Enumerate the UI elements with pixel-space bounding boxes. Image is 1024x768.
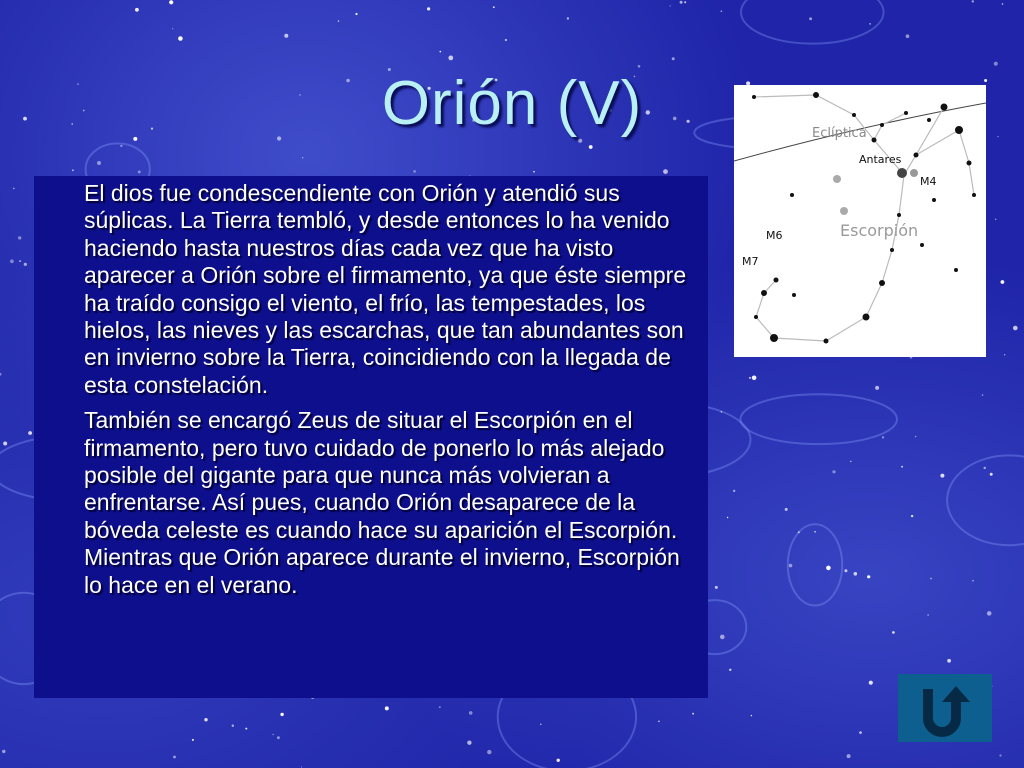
- background-star: [280, 713, 283, 716]
- background-star: [927, 614, 928, 615]
- background-star: [987, 611, 992, 616]
- background-star: [13, 188, 15, 190]
- background-star: [1001, 280, 1005, 284]
- background-star: [413, 170, 416, 173]
- background-star: [832, 470, 835, 473]
- background-star: [172, 28, 173, 29]
- background-star: [19, 260, 21, 262]
- background-star: [427, 7, 430, 10]
- background-star: [120, 145, 122, 147]
- background-star: [232, 725, 234, 727]
- background-star: [947, 659, 951, 663]
- background-star: [0, 373, 2, 376]
- background-star: [882, 436, 884, 438]
- background-star: [469, 711, 473, 715]
- background-star: [97, 161, 101, 165]
- background-star: [540, 724, 542, 726]
- background-star: [670, 5, 671, 6]
- background-star: [18, 236, 21, 239]
- return-arrow-icon: [898, 674, 992, 742]
- background-star: [493, 6, 495, 8]
- background-star: [658, 721, 660, 723]
- background-star: [727, 517, 728, 518]
- background-star: [999, 754, 1001, 756]
- background-star: [672, 57, 675, 60]
- background-star: [915, 436, 917, 438]
- background-star: [721, 10, 723, 12]
- background-star: [533, 171, 535, 173]
- background-star: [302, 157, 303, 158]
- return-button[interactable]: [898, 674, 992, 742]
- background-star: [1004, 354, 1005, 355]
- m6-label: M6: [766, 229, 783, 242]
- background-star: [990, 473, 993, 476]
- background-star: [440, 51, 442, 53]
- background-star: [684, 1, 686, 3]
- scorpius-label: Escorpión: [840, 221, 919, 240]
- paragraph-1: El dios fue condescendiente con Orión y atendió sus súplicas. La Tierra tembló, y desde entonces lo ha venido haciendo hasta nuestros días cada vez que ha visto aparecer a Orión sobre el firmamento, ya que éste siempre ha traído consigo el viento, el frío, las tempestades, los hielos, las nieves y las escarchas, que tan abundantes son en invierno sobre la Tierra, coincidiendo con la llegada de esta constelación.: [84, 180, 687, 398]
- background-star: [901, 466, 903, 468]
- background-star: [173, 756, 176, 759]
- background-star: [892, 631, 895, 634]
- background-star: [338, 20, 339, 21]
- background-star: [869, 23, 870, 24]
- slide-title: Orión (V): [381, 69, 643, 138]
- background-star: [557, 759, 560, 762]
- background-star: [10, 259, 14, 263]
- text-panel: [34, 176, 708, 698]
- background-star: [715, 586, 718, 589]
- background-star: [680, 1, 683, 4]
- constellation-figure-outline: [788, 524, 842, 605]
- background-star: [720, 635, 725, 640]
- m7-label: M7: [742, 255, 759, 268]
- background-star: [854, 572, 858, 576]
- background-star: [178, 36, 183, 41]
- background-star: [135, 8, 139, 12]
- background-star: [273, 734, 274, 735]
- background-star: [385, 706, 389, 710]
- background-star: [487, 750, 491, 754]
- background-star: [467, 741, 471, 745]
- background-star: [277, 736, 280, 739]
- background-star: [752, 376, 757, 381]
- background-star: [982, 394, 983, 395]
- background-star: [567, 17, 569, 19]
- background-star: [28, 431, 32, 435]
- background-star: [789, 564, 793, 568]
- constellation-figure-outline: [947, 455, 1024, 545]
- background-star: [809, 17, 812, 20]
- background-star: [826, 566, 831, 571]
- m4-cluster: [910, 169, 918, 177]
- antares-star: [897, 168, 907, 178]
- background-star: [972, 580, 974, 582]
- background-star: [911, 515, 913, 517]
- nebula-dot-2: [840, 207, 848, 215]
- background-star: [72, 169, 74, 171]
- background-star: [692, 713, 694, 715]
- background-star: [930, 578, 932, 580]
- background-star: [138, 171, 141, 174]
- background-star: [589, 145, 593, 149]
- background-star: [1013, 326, 1018, 331]
- ecliptic-label: Eclíptica: [812, 126, 867, 141]
- background-star: [301, 766, 302, 767]
- constellation-figure-outline: [741, 0, 884, 44]
- background-star: [192, 739, 194, 741]
- background-star: [733, 490, 735, 492]
- background-star: [906, 34, 910, 38]
- background-star: [814, 531, 816, 533]
- m4-label: M4: [920, 175, 937, 188]
- background-star: [439, 706, 441, 708]
- background-star: [844, 569, 847, 572]
- nebula-dot: [833, 175, 841, 183]
- background-star: [850, 461, 851, 462]
- scorpius-star-map: [734, 85, 986, 357]
- background-star: [847, 754, 851, 758]
- background-star: [1002, 3, 1004, 5]
- background-star: [505, 39, 507, 41]
- background-star: [940, 474, 944, 478]
- background-star: [869, 681, 873, 685]
- background-star: [204, 718, 207, 721]
- background-star: [169, 0, 173, 4]
- background-star: [24, 263, 27, 266]
- antares-label: Antares: [859, 153, 902, 166]
- background-star: [984, 467, 986, 469]
- background-star: [749, 377, 751, 379]
- background-star: [3, 442, 7, 446]
- background-star: [995, 219, 997, 221]
- background-star: [663, 169, 668, 174]
- paragraph-2: También se encargó Zeus de situar el Escorpión en el firmamento, pero tuvo cuidado de ponerlo lo más alejado posible del gigante para que nunca más volvieran a enfrentarse. Así pues, cuando Orión desaparece de la bóveda celeste es cuando hace su aparición el Escorpión. Mientras que Orión aparece durante el invierno, Escorpión lo hace en el verano.: [84, 407, 680, 598]
- background-star: [785, 508, 788, 511]
- background-star: [729, 669, 731, 671]
- background-star: [2, 750, 5, 753]
- background-star: [245, 728, 247, 730]
- background-star: [867, 575, 870, 578]
- background-star: [859, 731, 862, 734]
- background-star: [875, 386, 879, 390]
- background-star: [994, 62, 998, 66]
- background-star: [284, 34, 288, 38]
- background-star: [578, 139, 582, 143]
- constellation-figure-outline: [740, 394, 897, 444]
- background-star: [972, 0, 974, 2]
- background-star: [448, 56, 453, 61]
- background-star: [751, 715, 752, 716]
- background-star: [355, 13, 357, 15]
